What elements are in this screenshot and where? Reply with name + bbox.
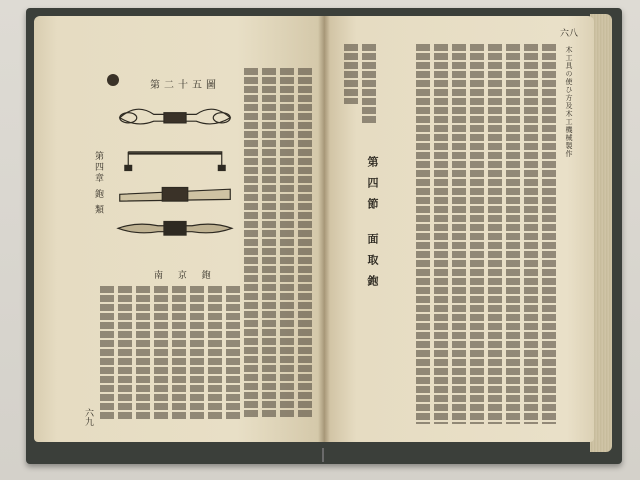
binding-thread: [322, 448, 324, 462]
spokeshave-top-view: [120, 109, 231, 124]
spokeshave-illustration: [110, 94, 240, 264]
section-title: 第四節 面取鉋: [366, 156, 379, 296]
right-page: [324, 16, 594, 442]
book-gutter: [318, 16, 330, 442]
left-body-text: [244, 68, 318, 418]
ink-smudge: [107, 74, 119, 86]
left-page-header: 第四章 鉋 類: [93, 151, 103, 216]
left-body-text-lower: [100, 286, 240, 420]
figure-caption: 南 京 鉋: [154, 271, 217, 281]
spokeshave-bottom-view: [118, 222, 232, 236]
left-page-number: 六九: [83, 408, 93, 426]
figure-number: 第二十五圖: [150, 80, 220, 91]
spokeshave-blade: [125, 152, 225, 171]
left-page: [34, 16, 324, 442]
right-page-number: 六八: [560, 29, 579, 39]
right-page-header: 木工具の使ひ方及木工機械製作: [565, 46, 573, 158]
spokeshave-side-view: [120, 188, 231, 202]
